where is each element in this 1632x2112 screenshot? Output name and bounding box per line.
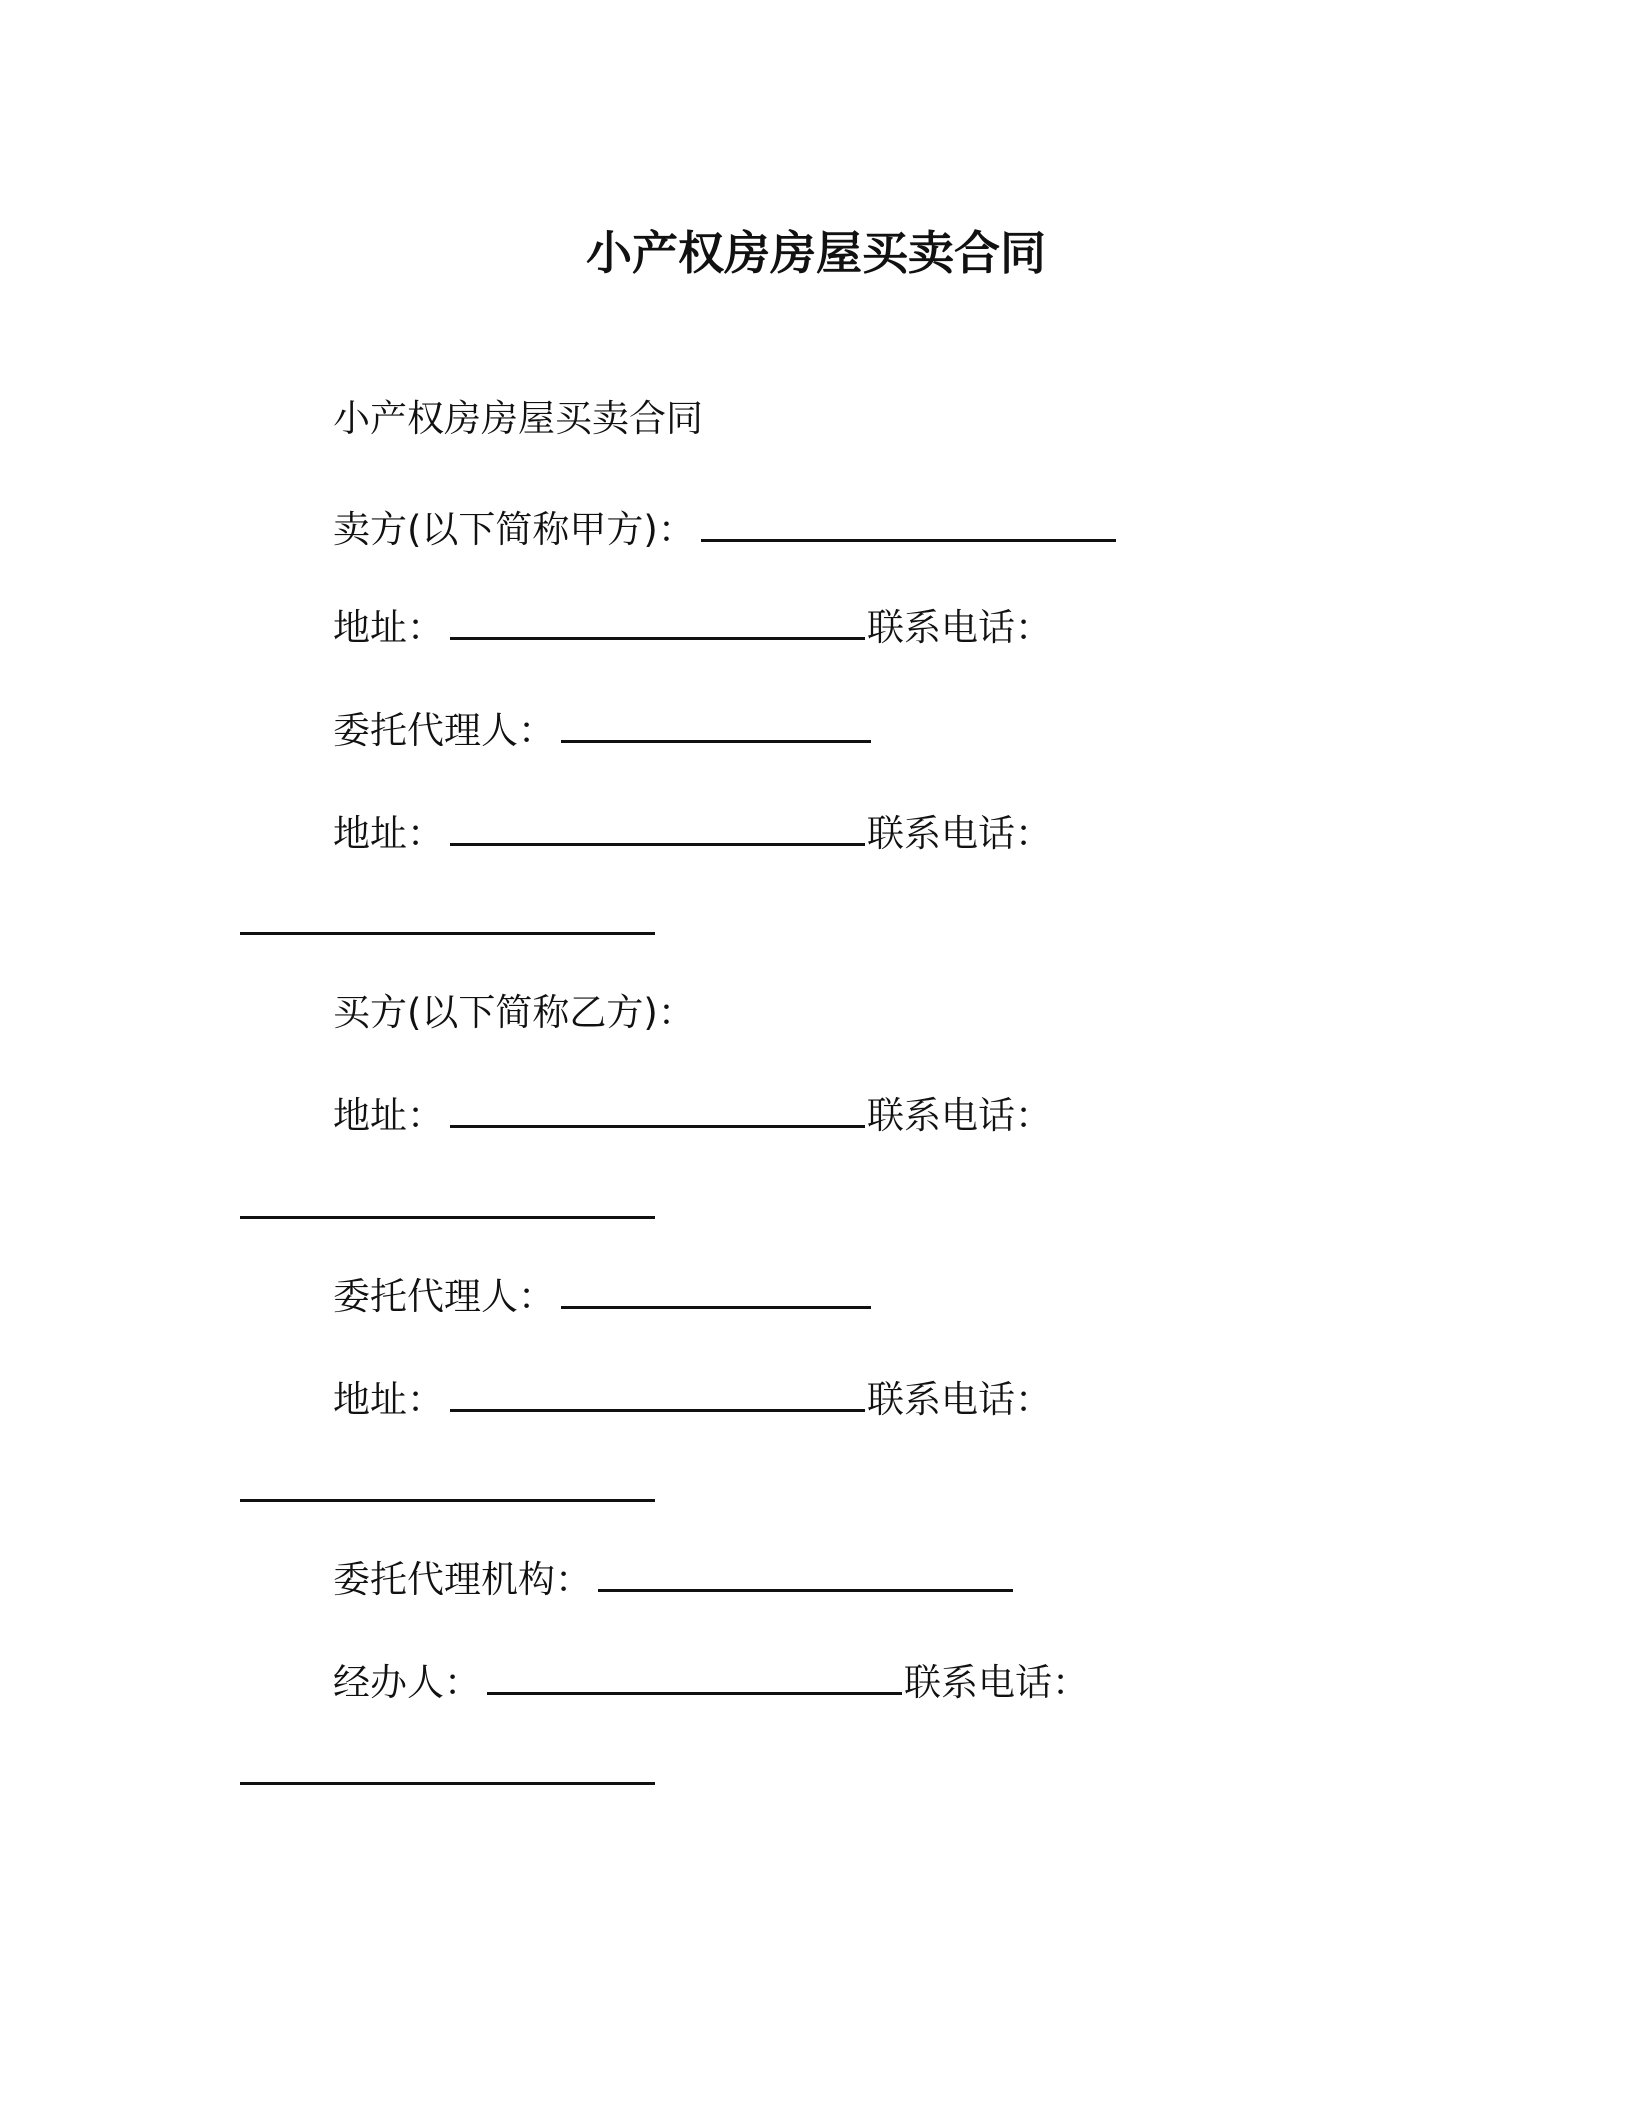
handler-line <box>333 1660 1089 1706</box>
buyer-agent-address-line <box>333 1377 1052 1423</box>
seller-agent-address-blank[interactable] <box>450 813 865 846</box>
seller-agent-address-label: 地址： <box>333 812 444 855</box>
handler-label: 经办人： <box>333 1661 481 1704</box>
seller-phone-label: 联系电话： <box>867 606 1052 649</box>
buyer-line <box>333 990 695 1036</box>
agency-blank[interactable] <box>598 1559 1013 1592</box>
handler-blank[interactable] <box>487 1662 902 1695</box>
buyer-address-label: 地址： <box>333 1094 444 1137</box>
buyer-phone-line <box>240 1184 657 1230</box>
buyer-address-blank[interactable] <box>450 1095 865 1128</box>
subtitle-text: 小产权房房屋买卖合同 <box>333 397 703 440</box>
seller-agent-address-line <box>333 811 1052 857</box>
seller-label: 卖方(以下简称甲方)： <box>333 508 695 551</box>
buyer-label: 买方(以下简称乙方)： <box>333 991 695 1034</box>
buyer-agent-blank[interactable] <box>561 1276 871 1309</box>
buyer-agent-phone-line <box>240 1467 657 1513</box>
seller-agent-blank[interactable] <box>561 710 871 743</box>
handler-phone-label: 联系电话： <box>904 1661 1089 1704</box>
seller-agent-line <box>333 708 873 754</box>
buyer-agent-address-blank[interactable] <box>450 1379 865 1412</box>
buyer-agent-line <box>333 1274 873 1320</box>
seller-agent-phone-line <box>240 900 657 946</box>
buyer-agent-phone-label: 联系电话： <box>867 1378 1052 1421</box>
agency-label: 委托代理机构： <box>333 1558 592 1601</box>
seller-agent-phone-label: 联系电话： <box>867 812 1052 855</box>
seller-name-blank[interactable] <box>701 509 1116 542</box>
seller-line <box>333 507 1118 553</box>
buyer-address-line <box>333 1093 1052 1139</box>
document-subtitle <box>333 396 703 442</box>
seller-agent-label: 委托代理人： <box>333 709 555 752</box>
buyer-agent-phone-blank[interactable] <box>240 1469 655 1502</box>
agency-line <box>333 1557 1015 1603</box>
buyer-agent-address-label: 地址： <box>333 1378 444 1421</box>
buyer-phone-blank[interactable] <box>240 1186 655 1219</box>
seller-address-blank[interactable] <box>450 607 865 640</box>
handler-phone-line <box>240 1750 657 1796</box>
document-title: 小产权房房屋买卖合同 <box>586 226 1046 280</box>
seller-address-line <box>333 605 1052 651</box>
buyer-phone-label: 联系电话： <box>867 1094 1052 1137</box>
buyer-agent-label: 委托代理人： <box>333 1275 555 1318</box>
seller-agent-phone-blank[interactable] <box>240 902 655 935</box>
seller-address-label: 地址： <box>333 606 444 649</box>
handler-phone-blank[interactable] <box>240 1752 655 1785</box>
